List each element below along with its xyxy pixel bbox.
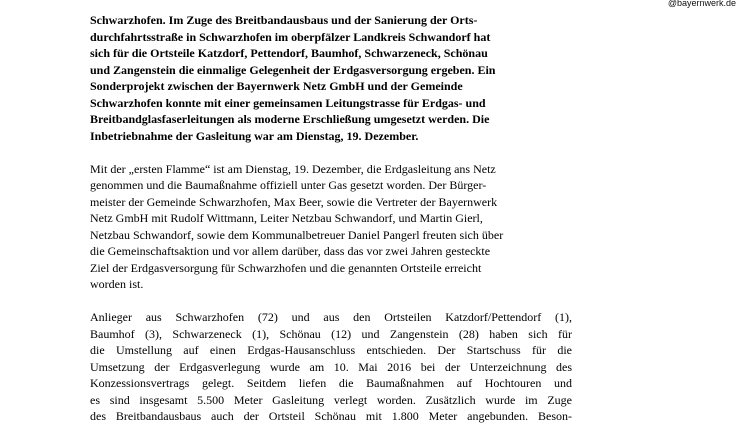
- body-line: es sind insgesamt 5.500 Meter Gasleitung verlegt worden. Zusätzlich wurde im Zuge: [90, 392, 572, 407]
- body-paragraph-2: [90, 309, 572, 425]
- body-line: Netzbau Schwandorf, sowie dem Kommunalbetreuer Daniel Pangerl freuten sich über: [90, 227, 504, 242]
- body-paragraph-1: [90, 161, 572, 293]
- page-header-website: @bayernwerk.de: [667, 0, 736, 8]
- lead-line: Inbetriebnahme der Gasleitung war am Dienstag, 19. Dezember.: [90, 128, 419, 143]
- body-line: Netz GmbH mit Rudolf Wittmann, Leiter Netzbau Schwandorf, und Martin Gierl,: [90, 211, 483, 225]
- lead-paragraph: [90, 12, 572, 144]
- body-line: worden ist.: [90, 277, 144, 291]
- body-line: Konzessionsvertrags gelegt. Seitdem liefen die Baumaßnahmen auf Hochtouren und: [90, 376, 572, 390]
- body-line: die Gemeinschaftsaktion und vor allem darüber, dass das vor zwei Jahren gesteckte: [90, 244, 491, 258]
- lead-line: und Zangenstein die einmalige Gelegenheit der Erdgasversorgung ergeben. Ein: [90, 62, 496, 77]
- body-line: Ziel der Erdgasversorgung für Schwarzhofen und die genannten Ortsteile erreicht: [90, 260, 482, 275]
- paragraph-gap: [90, 144, 572, 161]
- lead-line: Sonderprojekt zwischen der Bayernwerk Netz GmbH und der Gemeinde: [90, 79, 463, 93]
- lead-line: Schwarzhofen konnte mit einer gemeinsamen Leitungstrasse für Erdgas- und: [90, 95, 486, 110]
- body-line: meister der Gemeinde Schwarzhofen, Max Beer, sowie die Vertreter der Bayernwerk: [90, 194, 498, 209]
- lead-line: sich für die Ortsteile Katzdorf, Pettendorf, Baumhof, Schwarzeneck, Schönau: [90, 46, 488, 60]
- body-line: Anlieger aus Schwarzhofen (72) und aus den Ortsteilen Katzdorf/Pettendorf (1),: [90, 310, 572, 324]
- press-release-article: [90, 12, 572, 425]
- body-line: Umsetzung der Erdgasverlegung wurde am 10. Mai 2016 bei der Unterzeichnung des: [90, 359, 572, 374]
- paragraph-gap: [90, 293, 572, 310]
- body-line: Mit der „ersten Flamme“ ist am Dienstag, 19. Dezember, die Erdgasleitung ans Netz: [90, 161, 496, 176]
- lead-line: Breitbandglasfaserleitungen als moderne Erschließung umgesetzt werden. Die: [90, 112, 490, 126]
- body-line: des Breitbandausbaus auch der Ortsteil Schönau mit 1.800 Meter angebunden. Beson-: [90, 409, 572, 423]
- lead-line: durchfahrtsstraße in Schwarzhofen im oberpfälzer Landkreis Schwandorf hat: [90, 29, 491, 44]
- body-line: die Umstellung auf einen Erdgas-Hausanschluss entschieden. Der Startschuss für die: [90, 343, 572, 357]
- body-line: Baumhof (3), Schwarzeneck (1), Schönau (12) und Zangenstein (28) haben sich für: [90, 326, 572, 341]
- body-line: genommen und die Baumaßnahme offiziell unter Gas gesetzt worden. Der Bürger-: [90, 178, 487, 192]
- lead-line: Schwarzhofen. Im Zuge des Breitbandausbaus und der Sanierung der Orts-: [90, 13, 478, 27]
